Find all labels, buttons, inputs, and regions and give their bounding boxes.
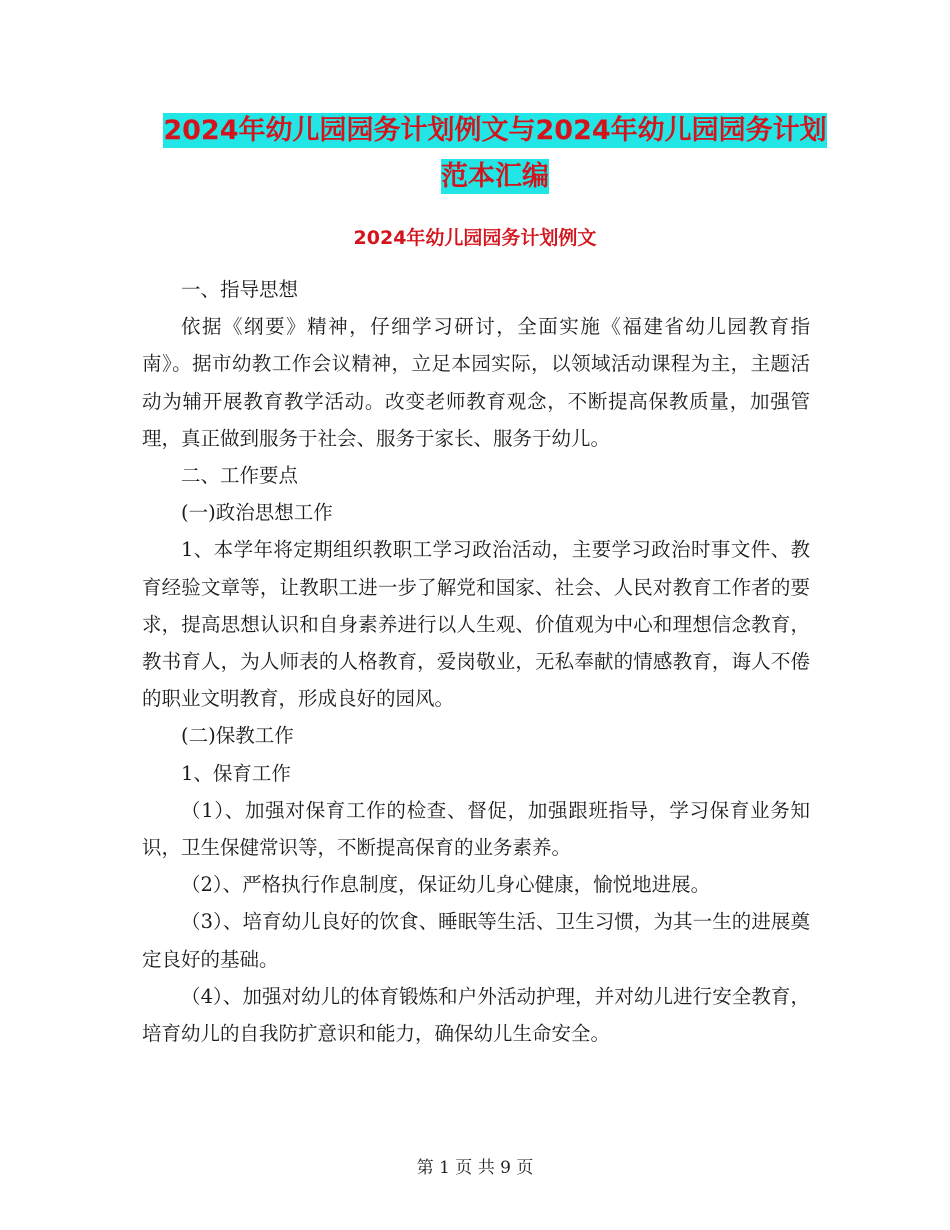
section-title: 2024年幼儿园园务计划例文 [353, 227, 597, 249]
paragraph: 二、工作要点 [181, 464, 299, 488]
paragraph: （3）、培育幼儿良好的饮食、睡眠等生活、卫生习惯，为其一生的进展奠定良好的基础。 [142, 910, 810, 971]
paragraph: （4）、加强对幼儿的体育锻炼和户外活动护理，并对幼儿进行安全教育，培育幼儿的自我防扩意识和能力，确保幼儿生命安全。 [142, 984, 810, 1046]
paragraph: 1、本学年将定期组织教职工学习政治活动，主要学习政治时事文件、教育经验文章等，让教职工进一步了解党和国家、社会、人民对教育工作者的要求，提高思想认识和自身素养进行以人生观、价值观为中心和理想信念教育，教书育人，为人师表的人格教育，爱岗敬业，无私奉献的情感教育，诲人不倦的职业文明教育，形成良好的园风。 [142, 538, 810, 711]
paragraph: 依据《纲要》精神，仔细学习研讨，全面实施《福建省幼儿园教育指南》。据市幼教工作会议精神，立足本园实际，以领域活动课程为主，主题活动为辅开展教育教学活动。改变老师教育观念，不断提高保教质量，加强管理，真正做到服务于社会、服务于家长、服务于幼儿。 [142, 315, 810, 450]
paragraph: 一、指导思想 [181, 278, 299, 301]
document-title [140, 108, 850, 200]
paragraph: 1、保育工作 [181, 761, 291, 785]
paragraph: （2）、严格执行作息制度，保证幼儿身心健康，愉悦地进展。 [181, 873, 711, 897]
page-footer: 第 1 页 共 9 页 [416, 1158, 534, 1178]
title-line-1: 2024年幼儿园园务计划例文与2024年幼儿园园务计划 [163, 115, 827, 146]
paragraph: (二)保教工作 [181, 724, 294, 748]
paragraph: （1）、加强对保育工作的检查、督促，加强跟班指导，学习保育业务知识，卫生保健常识等，不断提高保育的业务素养。 [142, 798, 810, 860]
document-body [142, 271, 810, 1052]
title-line-2: 范本汇编 [441, 161, 549, 192]
paragraph: (一)政治思想工作 [181, 501, 333, 525]
